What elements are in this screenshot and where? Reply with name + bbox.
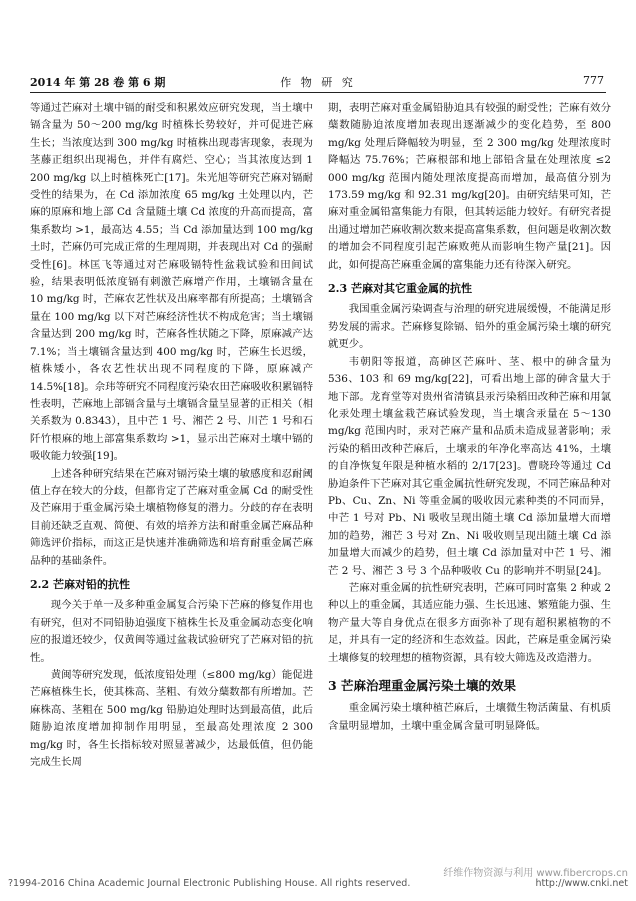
paragraph: 黄闽等研究发现，低浓度铅处理（≤800 mg/kg）能促进芒麻植株生长，使其株高、茎粗、有效分蘖数都有所增加。芒麻株高、茎粗在 500 mg/kg 铅胁迫处理时达到最高值，此后随胁迫浓度增加抑制作用明显，至最高处理浓度 2 300 mg/kg 时，各生长指标较对照显著减少，达最低值，但仍能完成生长周: [30, 669, 314, 769]
watermark: 纤维作物资源与利用 www.fibercrops.cn: [443, 868, 628, 879]
paragraph: 芒麻对重金属的抗性研究表明，芒麻可同时富集 2 种或 2 种以上的重金属，其适应能力强、生长迅速、繁殖能力强、生物产量大等自身优点在很多方面弥补了现有超积累植物的不足，并具有一定的经济和生态效益。因此，芒麻是重金属污染土壤修复的较理想的植物资源，具有较大筛选及改造潜力。: [328, 581, 611, 664]
left-column: [30, 100, 313, 771]
right-column: [328, 100, 611, 735]
paragraph: 上述各种研究结果在芒麻对镉污染土壤的敏感度和忍耐阈值上存在较大的分歧，但都肯定了芒麻对重金属 Cd 的耐受性及芒麻用于重金属污染土壤植物修复的潜力。分歧的存在表明目前还缺乏直观、简便、有效的培养方法和耐重金属芒麻品种筛选评价指标，而这正是快速并准确筛选和培育耐重金属芒麻品种的基础条件。: [30, 467, 313, 567]
running-header: [30, 72, 606, 93]
paragraph: 韦朝阳等报道，高砷区芒麻叶、茎、根中的砷含量为 536、103 和 69 mg/kg[22]，可看出地上部的砷含量大于地下部。龙育堂等对贵州省清镇县汞污染稻田改种芒麻和用氯化汞处理土壤盆栽芒麻试验发现，当土壤含汞量在 5～130 mg/kg 范围内时，汞对芒麻产量和品质未造成显著影响；汞污染的稻田改种芒麻后，土壤汞的年净化率高达 41%，土壤的自净恢复年限是种植水稻的 2/17[23]。曹晓玲等通过 Cd 胁迫条件下芒麻对其它重金属抗性研究发现，不同芒麻品种对 Pb、Cu、Zn、Ni 等重金属的吸收因元素种类的不同而异，中芒 1 号对 Pb、Ni 吸收呈现出随土壤 Cd 添加量增大而增加的趋势，湘芒 3 号对 Zn、Ni 吸收则呈现出随土壤 Cd 添加量增大而减少的趋势，但土壤 Cd 添加量对中芒 1 号、湘芒 2 号、湘芒 3 号 3 个品种吸收 Cu 的影响并不明显[24]。: [328, 355, 611, 577]
page-number: 777: [583, 74, 604, 87]
copyright-text: ?1994-2016 China Academic Journal Electronic Publishing House. All rights reserved.: [8, 878, 411, 889]
paragraph: 期，表明芒麻对重金属铅胁迫具有较强的耐受性；芒麻有效分蘖数随胁迫浓度增加表现出逐渐减少的变化趋势，至 800 mg/kg 处理后降幅较为明显，至 2 300 mg/kg 处理浓度时降幅达 75.76%；芒麻根部和地上部铅含量在处理浓度 ≤2 000 mg/kg 范围内随处理浓度提高而增加，最高值分别为 173.59 mg/kg 和 92.31 mg/kg[20]。由研究结果可知，芒麻对重金属铅富集能力有限，但其转运能力较好。有研究者提出通过增加芒麻收割次数来提高富集系数，但问题是收割次数的增加会不同程度引起芒麻败蔸从而影响生物产量[21]。因此，如何提高芒麻重金属的富集能力还有待深入研究。: [328, 102, 611, 271]
paragraph: 我国重金属污染调查与治理的研究进展缓慢，不能满足形势发展的需求。芒麻修复除镉、铅外的重金属污染土壤的研究就更少。: [328, 303, 611, 351]
section-heading-2-2: 2.2 芒麻对铅的抗性: [30, 577, 130, 591]
paragraph: 现今关于单一及多种重金属复合污染下芒麻的修复作用也有研究，但对不同铅胁迫强度下植株生长及重金属动态变化响应的报道还较少，仅黄闽等通过盆栽试验研究了芒麻对铅的抗性。: [30, 599, 313, 664]
journal-title: 作 物 研 究: [280, 76, 356, 89]
section-heading-2-3: 2.3 芒麻对其它重金属的抗性: [328, 282, 472, 296]
journal-issue: 2014 年 第 28 卷 第 6 期: [30, 76, 166, 89]
section-heading-3: 3 芒麻治理重金属污染土壤的效果: [328, 678, 517, 693]
paragraph: 等通过芒麻对土壤中镉的耐受和积累效应研究发现，当土壤中镉含量为 50～200 mg/kg 时植株长势较好，并可促进芒麻生长；当浓度达到 300 mg/kg 时植株出现毒害现象，表现为茎藤正组织出现褐色，并伴有腐烂、空心；当其浓度达到 1 200 mg/kg 以上时植株死亡[17]。朱光旭等研究芒麻对镉耐受性的结果为，在 Cd 添加浓度 65 mg/kg 土处理以内，芒麻的原麻和地上部 Cd 含量随土壤 Cd 浓度的升高而提高，富集系数均 >1，最高达 4.55；当 Cd 添加量达到 100 mg/kg 土时，芒麻仍可完成正常的生理周期，并表现出对 Cd 的强耐受性[6]。林匡飞等通过对芒麻吸镉特性盆栽试验和田间试验，结果表明低浓度镉有刺激芒麻增产作用，土壤镉含量在 10 mg/kg 时，芒麻农艺性状及出麻率都有所提高；土壤镉含量在 100 mg/kg 以下对芒麻经济性状不构成危害；当土壤镉含量达到 200 mg/kg 时，芒麻各性状随之下降，原麻减产达 7.1%；当土壤镉含量达到 400 mg/kg 时，芒麻生长迟缓，植株矮小，各农艺性状出现不同程度的下降，原麻减产 14.5%[18]。佘玮等研究不同程度污染农田芒麻吸收积累镉特性表明，芒麻地上部镉含量与土壤镉含量呈显著的正相关（相关系数为 0.8343），且中芒 1 号、湘芒 2 号、川芒 1 号和石阡竹根麻的地上部富集系数均 >1，显示出芒麻对土壤中镉的吸收能力较强[19]。: [30, 102, 313, 463]
paragraph: 重金属污染土壤种植芒麻后，土壤微生物活菌量、有机质含量明显增加，土壤中重金属含量可明显降低。: [328, 702, 611, 732]
cnki-link[interactable]: http://www.cnki.net: [535, 878, 628, 889]
